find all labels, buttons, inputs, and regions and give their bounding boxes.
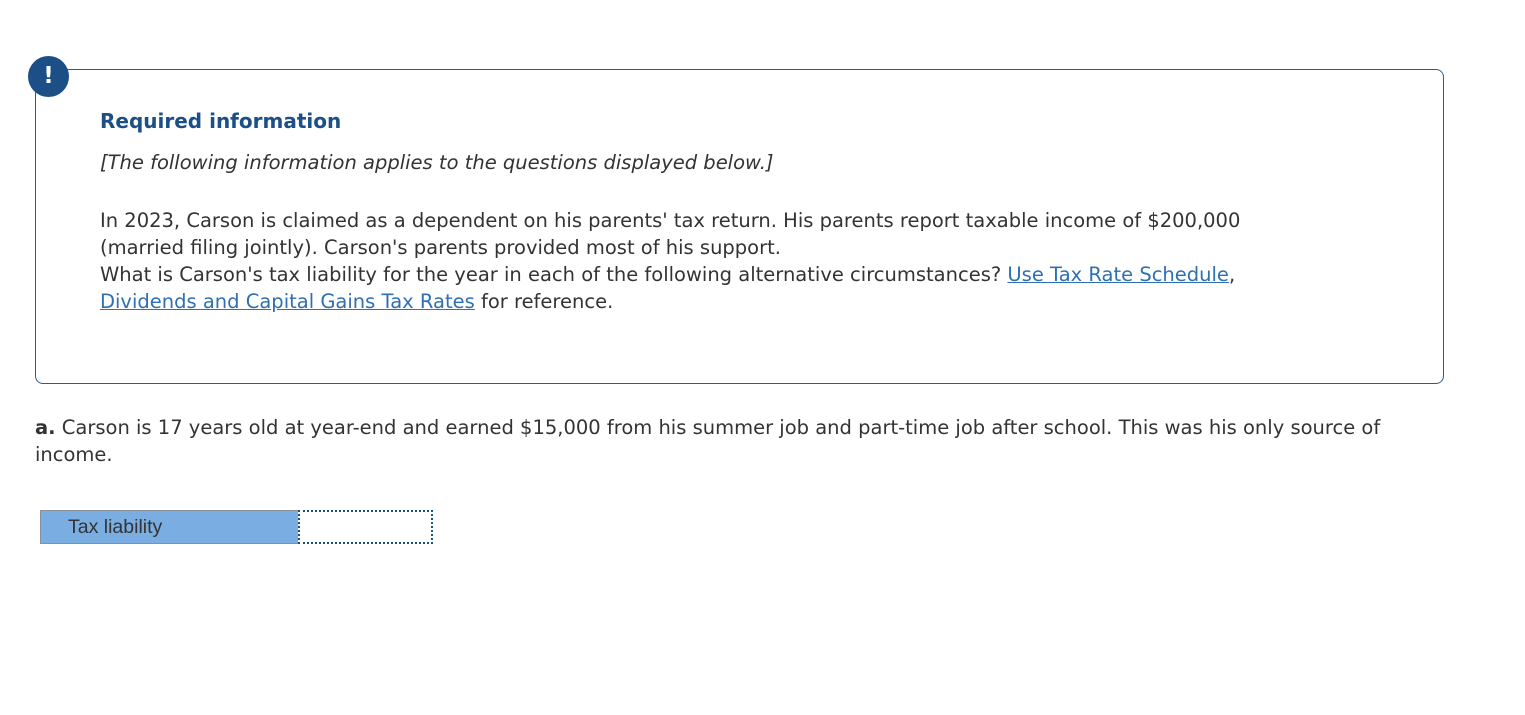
info-question-text: What is Carson's tax liability for the year in each of the following alternative circumstances? <box>100 263 1008 286</box>
info-subtitle: [The following information applies to the questions displayed below.] <box>100 151 774 174</box>
required-information-panel <box>35 69 1444 384</box>
tax-liability-input[interactable] <box>298 510 433 544</box>
answer-row <box>40 510 433 544</box>
info-title: Required information <box>100 109 342 133</box>
question-letter: a. <box>35 416 56 439</box>
alert-icon: ! <box>28 56 69 97</box>
question-a <box>35 414 1455 468</box>
tax-liability-label: Tax liability <box>40 510 298 544</box>
dividends-capital-gains-link[interactable]: Dividends and Capital Gains Tax Rates <box>100 290 475 313</box>
info-paragraph-line: In 2023, Carson is claimed as a dependent on his parents' tax return. His parents report taxable income of $200,000 <box>100 209 1241 232</box>
info-body <box>100 207 1360 315</box>
tax-rate-schedule-link[interactable]: Use Tax Rate Schedule <box>1007 263 1229 286</box>
info-paragraph-line: (married filing jointly). Carson's parents provided most of his support. <box>100 236 781 259</box>
question-text: Carson is 17 years old at year-end and earned $15,000 from his summer job and part-time job after school. This was his only source of income. <box>35 416 1381 466</box>
link-separator: , <box>1228 263 1236 286</box>
reference-text: for reference. <box>474 290 614 313</box>
